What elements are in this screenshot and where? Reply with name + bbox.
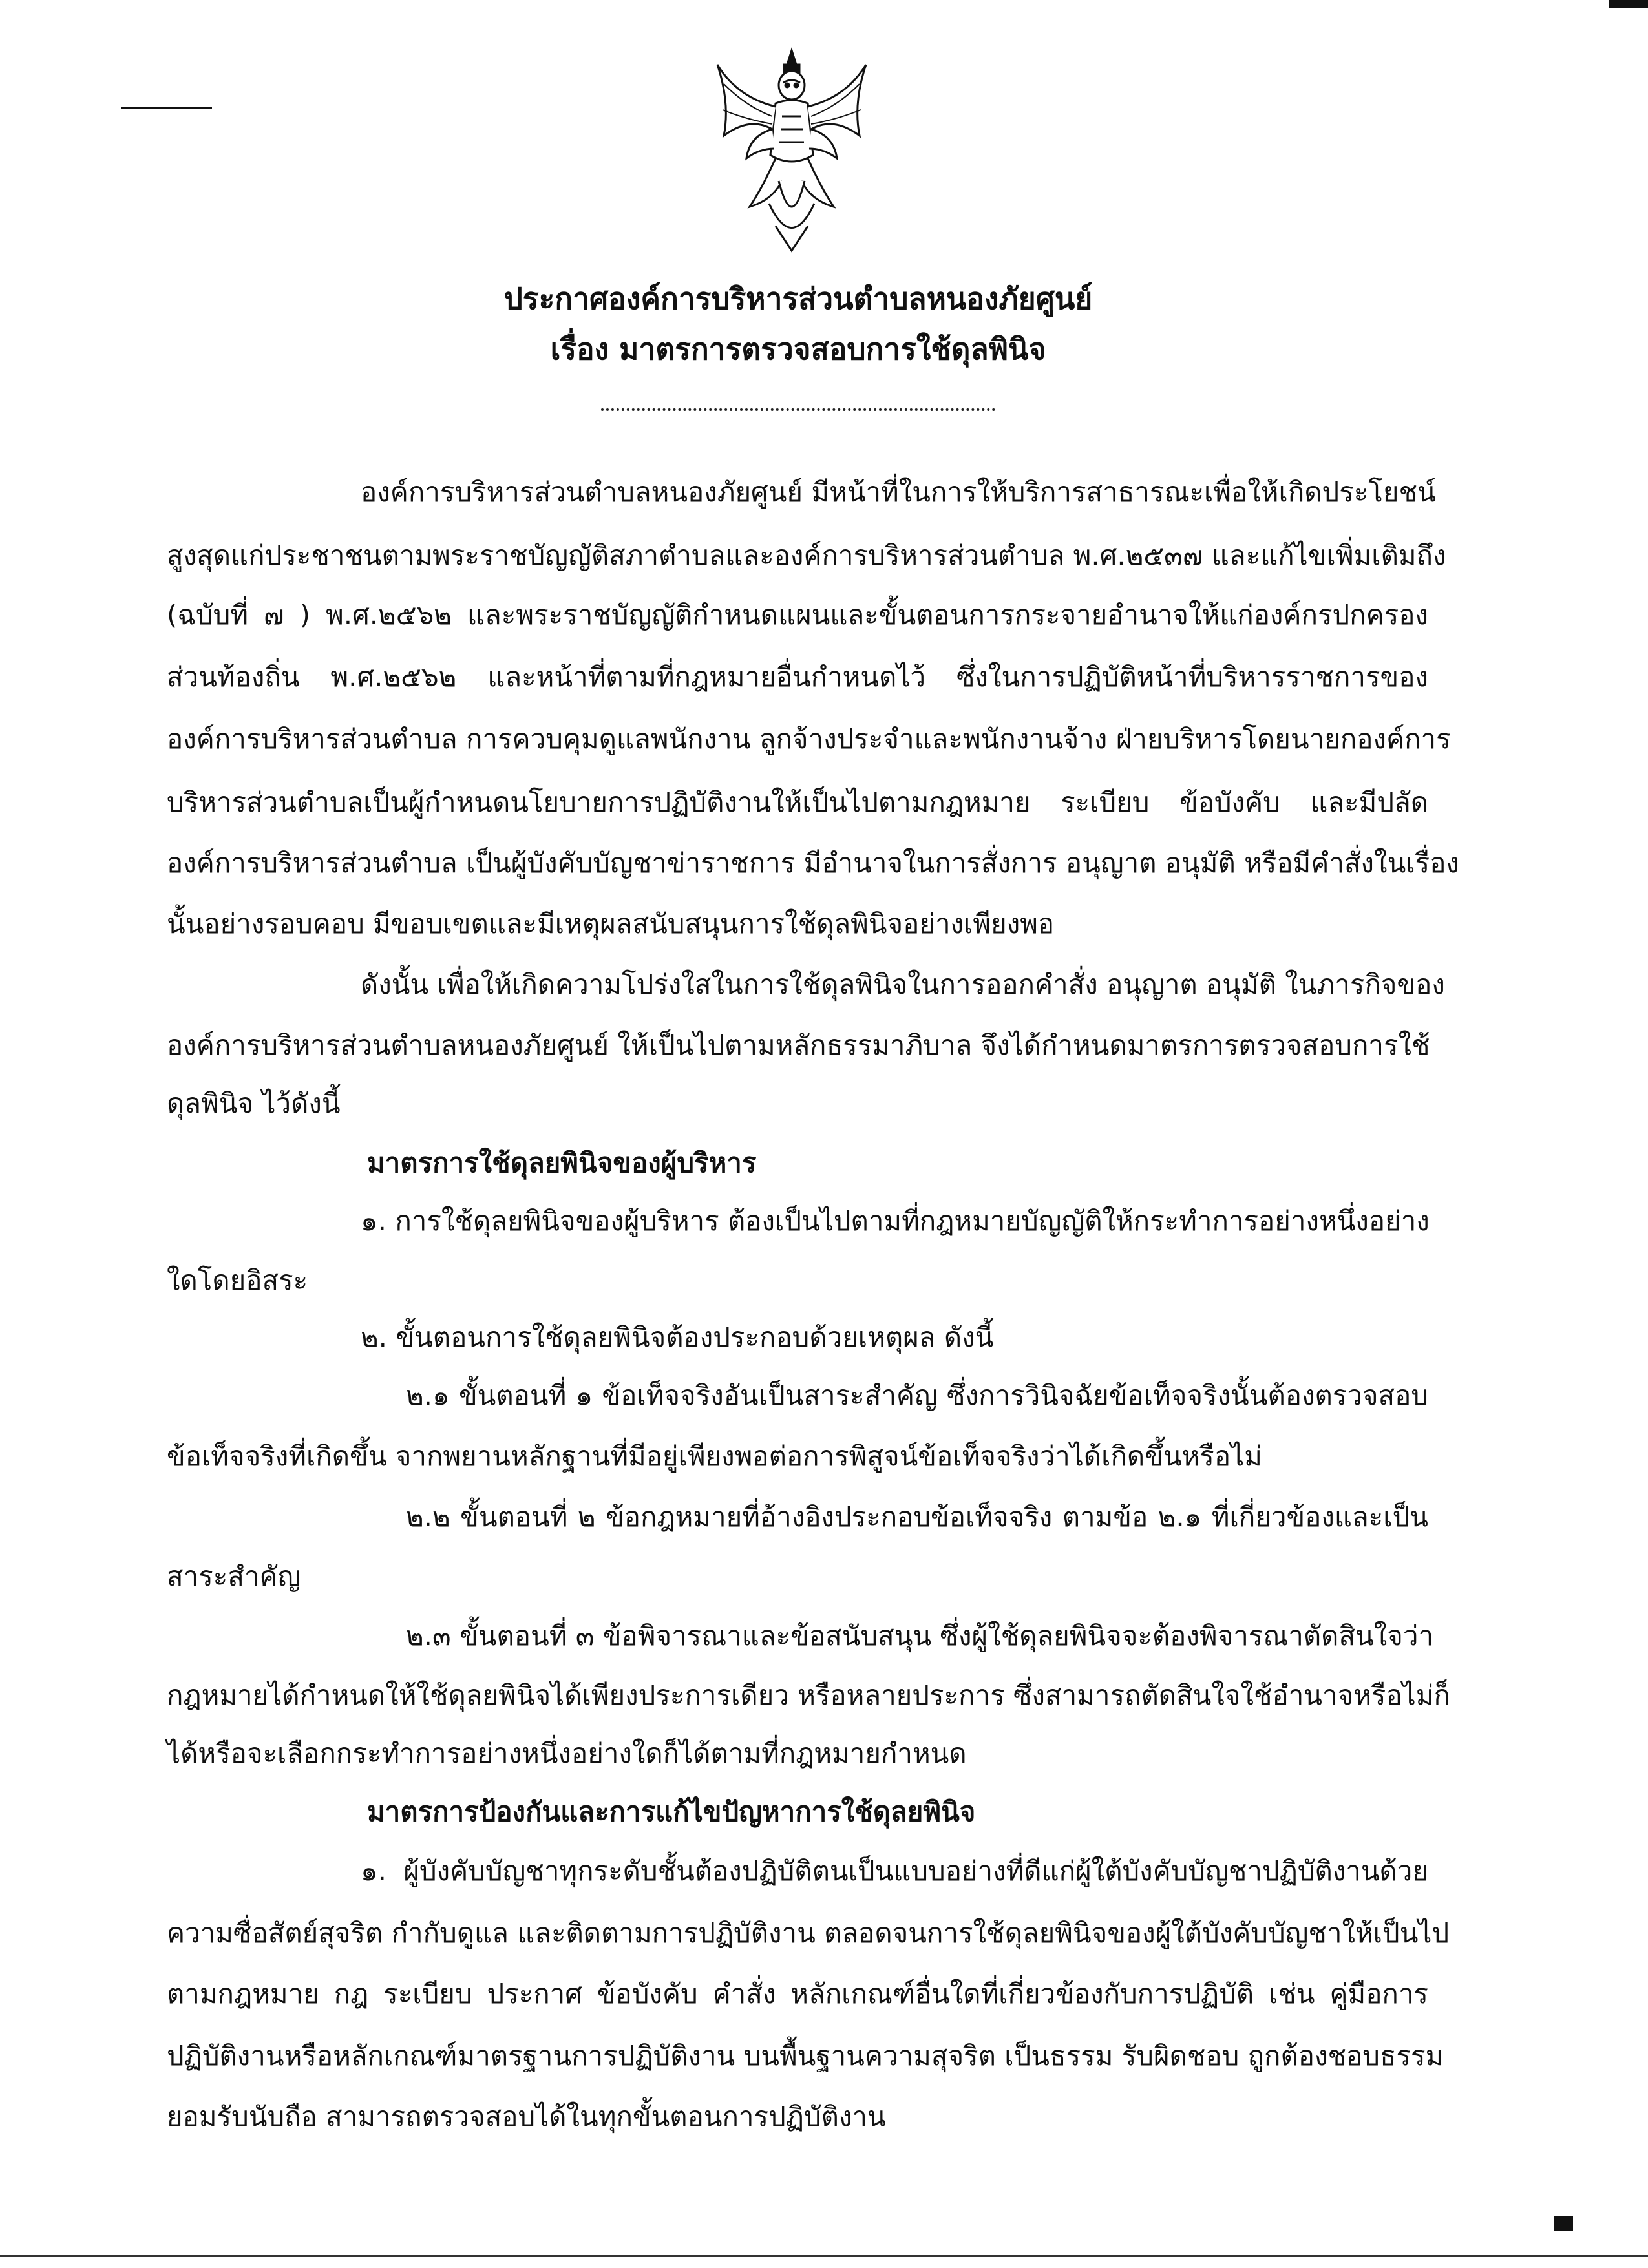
paragraph-2-line: ดังนั้น เพื่อให้เกิดความโปร่งใสในการใช้ดุลพินิจในการออกคำสั่ง อนุญาต อนุมัติ ในภารกิจของ — [361, 969, 1445, 1000]
section-1-item-1: ๑. การใช้ดุลยพินิจของผู้บริหาร ต้องเป็นไปตามที่กฎหมายบัญญัติให้กระทำการอย่างหนึ่งอย่าง — [361, 1205, 1430, 1237]
section-1-item-2-3-cont: ได้หรือจะเลือกกระทำการอย่างหนึ่งอย่างใดก็ได้ตามที่กฎหมายกำหนด — [167, 1738, 967, 1769]
section-2-item-1-cont: ความซื่อสัตย์สุจริต กำกับดูแล และติดตามการปฏิบัติงาน ตลอดจนการใช้ดุลยพินิจของผู้ใต้บังคับบัญชาให้เป็นไป — [167, 1917, 1450, 1949]
scan-mark-bottom-edge — [0, 2255, 1648, 2257]
paragraph-1-line: บริหารส่วนตำบลเป็นผู้กำหนดนโยบายการปฏิบัติงานให้เป็นไปตามกฎหมาย ระเบียบ ข้อบังคับ และมีปลัด — [167, 786, 1428, 818]
paragraph-2-line: องค์การบริหารส่วนตำบลหนองภัยศูนย์ ให้เป็นไปตามหลักธรรมาภิบาล จึงได้กำหนดมาตรการตรวจสอบการใช้ — [167, 1029, 1430, 1061]
paragraph-1-line: (ฉบับที่ ๗ ) พ.ศ.๒๕๖๒ และพระราชบัญญัติกำหนดแผนและขั้นตอนการกระจายอำนาจให้แก่องค์กรปกครอง — [167, 599, 1428, 631]
document-title: ประกาศองค์การบริหารส่วนตำบลหนองภัยศูนย์ — [503, 281, 1093, 316]
section-2-item-1-cont: ตามกฎหมาย กฎ ระเบียบ ประกาศ ข้อบังคับ คำสั่ง หลักเกณฑ์อื่นใดที่เกี่ยวข้องกับการปฏิบัติ เช่น คู่มือการ — [167, 1978, 1428, 2010]
section-1-item-2-2-cont: สาระสำคัญ — [167, 1560, 301, 1592]
section-2-item-1-cont: ปฏิบัติงานหรือหลักเกณฑ์มาตรฐานการปฏิบัติงาน บนพื้นฐานความสุจริต เป็นธรรม รับผิดชอบ ถูกต้องชอบธรรม — [167, 2040, 1444, 2072]
paragraph-1-line: องค์การบริหารส่วนตำบล เป็นผู้บังคับบัญชาข่าราชการ มีอำนาจในการสั่งการ อนุญาต อนุมัติ หรือมีคำสั่งในเรื่อง — [167, 847, 1459, 879]
paragraph-1-line: ส่วนท้องถิ่น พ.ศ.๒๕๖๒ และหน้าที่ตามที่กฎหมายอื่นกำหนดไว้ ซึ่งในการปฏิบัติหน้าที่บริหารราชการของ — [167, 661, 1428, 693]
scan-mark-top-right — [1609, 0, 1648, 8]
section-1-item-2-1-cont: ข้อเท็จจริงที่เกิดขึ้น จากพยานหลักฐานที่มีอยู่เพียงพอต่อการพิสูจน์ข้อเท็จจริงว่าได้เกิดขึ้นหรือไม่ — [167, 1440, 1262, 1472]
paragraph-1-line: องค์การบริหารส่วนตำบลหนองภัยศูนย์ มีหน้าที่ในการให้บริการสาธารณะเพื่อให้เกิดประโยชน์ — [361, 476, 1436, 508]
section-2-item-1-cont: ยอมรับนับถือ สามารถตรวจสอบได้ในทุกขั้นตอนการปฏิบัติงาน — [167, 2101, 886, 2132]
scan-mark-bottom-right — [1554, 2216, 1573, 2231]
section-2-item-1: ๑. ผู้บังคับบัญชาทุกระดับชั้นต้องปฏิบัติตนเป็นแบบอย่างที่ดีแก่ผู้ใต้บังคับบัญชาปฏิบัติงานด้วย — [361, 1855, 1428, 1887]
section-1-item-2-3: ๒.๓ ขั้นตอนที่ ๓ ข้อพิจารณาและข้อสนับสนุน ซึ่งผู้ใช้ดุลยพินิจจะต้องพิจารณาตัดสินใจว่า — [406, 1620, 1434, 1652]
paragraph-2-line: ดุลพินิจ ไว้ดังนี้ — [167, 1087, 341, 1119]
section-2-heading: มาตรการป้องกันและการแก้ไขปัญหาการใช้ดุลยพินิจ — [367, 1796, 976, 1827]
garuda-emblem — [711, 45, 872, 258]
section-1-item-2-2: ๒.๒ ขั้นตอนที่ ๒ ข้อกฎหมายที่อ้างอิงประกอบข้อเท็จจริง ตามข้อ ๒.๑ ที่เกี่ยวข้องและเป็น — [406, 1501, 1428, 1533]
scan-mark-top-left — [121, 107, 212, 109]
section-1-item-2-1: ๒.๑ ขั้นตอนที่ ๑ ข้อเท็จจริงอันเป็นสาระสำคัญ ซึ่งการวินิจฉัยข้อเท็จจริงนั้นต้องตรวจสอบ — [406, 1380, 1428, 1411]
title-divider — [601, 408, 995, 411]
paragraph-1-line: สูงสุดแก่ประชาชนตามพระราชบัญญัติสภาตำบลและองค์การบริหารส่วนตำบล พ.ศ.๒๕๓๗ และแก้ไขเพิ่มเติมถึง — [167, 540, 1446, 571]
paragraph-1-line: นั้นอย่างรอบคอบ มีขอบเขตและมีเหตุผลสนับสนุนการใช้ดุลพินิจอย่างเพียงพอ — [167, 908, 1055, 940]
section-1-item-2-3-cont: กฎหมายได้กำหนดให้ใช้ดุลยพินิจได้เพียงประการเดียว หรือหลายประการ ซึ่งสามารถตัดสินใจใช้อำนาจหรือไม่ก็ — [167, 1679, 1450, 1711]
section-1-heading: มาตรการใช้ดุลยพินิจของผู้บริหาร — [367, 1147, 757, 1179]
paragraph-1-line: องค์การบริหารส่วนตำบล การควบคุมดูแลพนักงาน ลูกจ้างประจำและพนักงานจ้าง ฝ่ายบริหารโดยนายกองค์การ — [167, 723, 1451, 755]
section-1-item-1-cont: ใดโดยอิสระ — [167, 1265, 308, 1296]
section-1-item-2: ๒. ขั้นตอนการใช้ดุลยพินิจต้องประกอบด้วยเหตุผล ดังนี้ — [361, 1321, 994, 1353]
document-subject: เรื่อง มาตรการตรวจสอบการใช้ดุลพินิจ — [550, 331, 1046, 366]
